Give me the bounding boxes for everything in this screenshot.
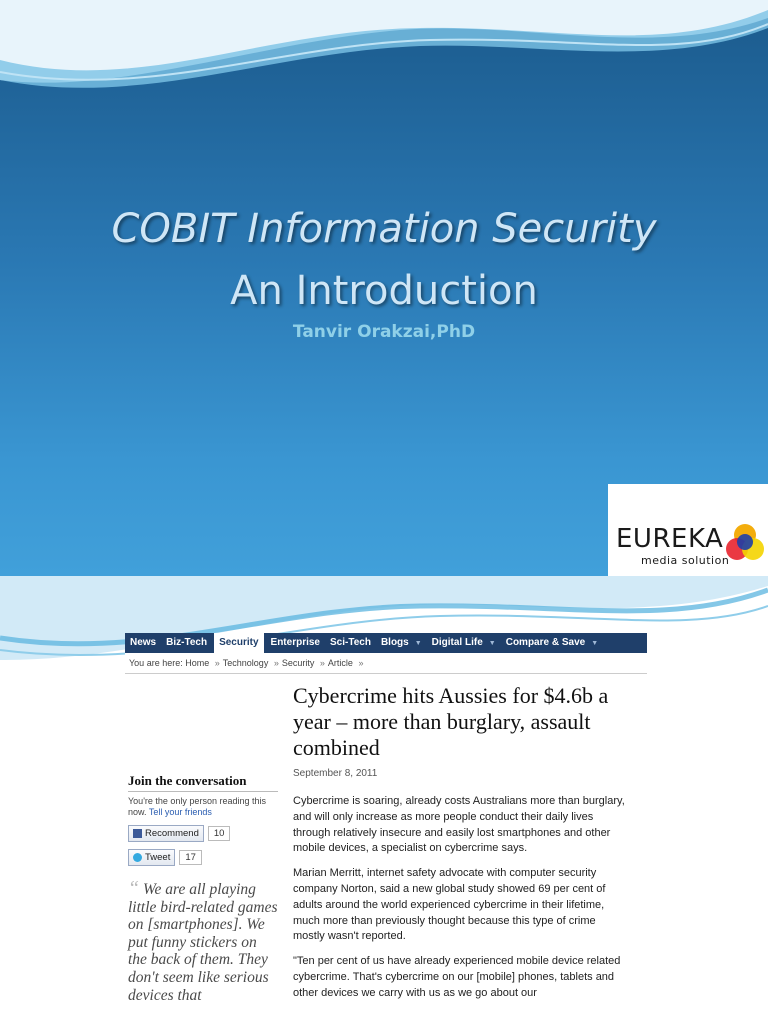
article-paragraph: "Ten per cent of us have already experienced mobile device related cybercrime. That's cybercrime on our [mobile] phones, tablets and other devices we carry with us as we go about our [293, 955, 621, 999]
join-conversation-heading: Join the conversation [128, 773, 278, 792]
article-paragraph: Cybercrime is soaring, already costs Australians more than burglary, and will only increase as more people conduct their daily lives through relatively insecure and easily lost smartphones and other mobile devices, a specialist on cybercrime says. [293, 795, 625, 855]
tweet-label: Tweet [145, 851, 171, 863]
recommend-button[interactable] [128, 825, 204, 842]
article-slide [0, 576, 768, 1024]
reading-note [128, 796, 278, 818]
nav-sci-tech[interactable]: Sci-Tech [330, 637, 371, 648]
nav-news[interactable]: News [130, 637, 157, 648]
breadcrumb-home[interactable]: Home [185, 658, 210, 668]
breadcrumb-separator: » [273, 658, 279, 668]
logo-tagline: media solution [641, 554, 730, 567]
author-name: Tanvir Orakzai,PhD [292, 322, 476, 342]
title-line-1: COBIT Information Security [111, 206, 657, 252]
nav-biz-tech[interactable]: Biz-Tech [166, 637, 208, 648]
nav-compare-group[interactable] [501, 633, 603, 654]
pull-quote-text: We are all playing little bird-related games on [smartphones]. We put funny stickers on the back of them. They don't seem like serious devices that [128, 881, 278, 1004]
article-body [293, 794, 625, 1011]
wave-decoration [0, 0, 768, 110]
article-clipping [125, 633, 647, 1024]
breadcrumb-security[interactable]: Security [281, 658, 315, 668]
divider [125, 673, 647, 674]
twitter-icon [133, 853, 142, 862]
breadcrumb-article: Article [327, 658, 353, 668]
nav-enterprise[interactable]: Enterprise [270, 637, 320, 648]
chevron-down-icon: ▼ [591, 639, 599, 647]
tweet-button[interactable] [128, 849, 175, 866]
breadcrumb-separator: » [358, 658, 364, 668]
facebook-icon [133, 829, 142, 838]
twitter-row [128, 848, 278, 866]
chevron-down-icon: ▼ [488, 639, 496, 647]
title-line-2: An Introduction [230, 268, 538, 314]
facebook-row [128, 824, 278, 842]
recommend-count: 10 [208, 826, 231, 841]
nav-compare-save: Compare & Save [505, 636, 586, 648]
logo-circles-icon [724, 522, 766, 566]
nav-blogs-group[interactable] [376, 633, 427, 654]
chevron-down-icon: ▼ [414, 639, 422, 647]
sidebar [128, 773, 278, 1004]
reading-note-text: You're the only person reading this now. [128, 796, 266, 817]
breadcrumb-prefix: You are here: [129, 658, 183, 668]
breadcrumb [129, 658, 366, 668]
breadcrumb-separator: » [319, 658, 325, 668]
recommend-label: Recommend [145, 827, 199, 839]
nav-digital-life: Digital Life [431, 636, 483, 648]
nav-digital-life-group[interactable] [427, 633, 501, 654]
breadcrumb-technology[interactable]: Technology [222, 658, 269, 668]
article-paragraph: Marian Merritt, internet safety advocate with computer security company Norton, said a new global study showed 69 per cent of adults around the world experienced cybercrime in their lifetime, much more than previously thought because this type of crime mostly wasn't reported. [293, 867, 606, 943]
pull-quote [128, 877, 278, 1004]
slide-title [0, 198, 768, 322]
quote-mark-icon: “ [128, 877, 140, 899]
site-nav [125, 633, 647, 653]
nav-blogs: Blogs [380, 636, 409, 648]
tweet-count: 17 [179, 850, 202, 865]
eureka-logo [608, 484, 768, 576]
nav-security[interactable]: Security [214, 633, 263, 653]
article-headline: Cybercrime hits Aussies for $4.6b a year – more than burglary, assault combined [293, 683, 609, 760]
tell-friends-link[interactable]: Tell your friends [148, 807, 212, 817]
breadcrumb-separator: » [214, 658, 220, 668]
logo-brand: EUREKA [616, 524, 724, 554]
article-date: September 8, 2011 [293, 768, 378, 779]
